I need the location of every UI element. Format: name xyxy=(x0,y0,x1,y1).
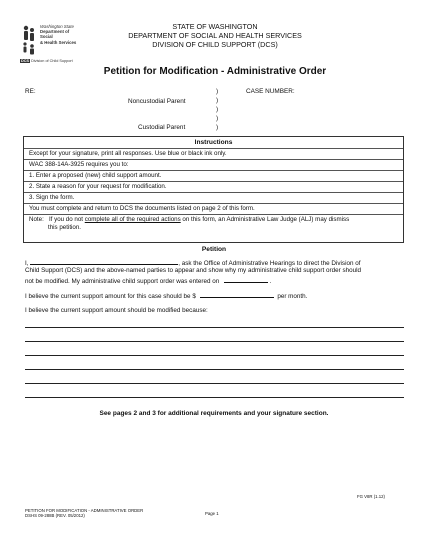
instructions-line: Except for your signature, print all responses. Use blue or black ink only. xyxy=(29,150,227,157)
instructions-item: 3. Sign the form. xyxy=(29,194,75,201)
logo-line-1: Washington State xyxy=(40,24,74,29)
header-state: STATE OF WASHINGTON xyxy=(172,22,258,31)
footer-form-number: DSHS 09-288B (REV. 05/2012) xyxy=(25,513,85,519)
instructions-line: WAC 388-14A-3925 requires you to: xyxy=(29,161,129,168)
reason-line[interactable] xyxy=(25,341,404,342)
header-department: DEPARTMENT OF SOCIAL AND HEALTH SERVICES xyxy=(128,31,302,40)
footer-form-name: PETITION FOR MODIFICATION - ADMINISTRATIVE ORDER xyxy=(25,508,144,513)
petition-title: Petition xyxy=(201,246,227,253)
logo-text xyxy=(40,24,80,45)
reason-line[interactable] xyxy=(25,327,404,328)
reason-label: I believe the current support amount should be modified because: xyxy=(25,307,208,314)
order-entered-end: . xyxy=(269,278,272,285)
header-division: DIVISION OF CHILD SUPPORT (DCS) xyxy=(152,40,278,49)
reason-line[interactable] xyxy=(25,369,404,370)
dcs-division-label: Division of Child Support xyxy=(31,59,73,63)
re-label: RE: xyxy=(25,88,36,95)
footer-code: FG V8R (1.12) xyxy=(357,494,385,499)
note-underlined: complete all of the required actions xyxy=(84,216,181,223)
petition-line-1-end: , ask the Office of Administrative Hearings to direct the Division of xyxy=(178,260,361,267)
amount-text: I believe the current support amount for this case should be $ xyxy=(25,293,196,300)
amount-end: per month. xyxy=(277,293,308,300)
reason-line[interactable] xyxy=(25,397,404,398)
petition-line-2: Child Support (DCS) and the above-named parties to appear and show why my administrative child support order should xyxy=(25,267,362,274)
page-title: Petition for Modification - Administrative Order xyxy=(103,66,327,77)
custodial-parent-label: Custodial Parent xyxy=(138,124,186,131)
instructions-box xyxy=(23,136,404,243)
petition-line-3 xyxy=(25,276,272,286)
logo-line-3: & Health Services xyxy=(40,39,77,45)
reason-line[interactable] xyxy=(25,355,404,356)
instructions-item: 2. State a reason for your request for modification. xyxy=(29,183,167,190)
see-pages-note: See pages 2 and 3 for additional requirements and your signature section. xyxy=(99,410,329,417)
logo-line-2: Department of Social xyxy=(40,29,70,40)
footer-page-number: Page 1 xyxy=(205,511,219,516)
instructions-title: Instructions xyxy=(194,139,233,146)
note-suffix: on this form, an Administrative Law Judge (ALJ) may dismiss xyxy=(180,216,350,223)
dcs-logo-line xyxy=(20,59,80,63)
order-entered-text: not be modified. My administrative child support order was entered on xyxy=(25,278,220,285)
caption-paren: ) xyxy=(216,97,219,104)
case-number-label: CASE NUMBER: xyxy=(246,88,295,95)
caption-paren: ) xyxy=(216,88,219,95)
caption-paren: ) xyxy=(216,124,219,131)
instructions-item: 1. Enter a proposed (new) child support amount. xyxy=(29,172,162,179)
reason-line[interactable] xyxy=(25,383,404,384)
instructions-note-cont: this petition. xyxy=(48,224,82,231)
noncustodial-parent-label: Noncustodial Parent xyxy=(128,98,186,105)
amount-line xyxy=(25,291,307,301)
footer-form-info xyxy=(25,508,143,518)
caption-paren: ) xyxy=(216,115,219,122)
support-amount-field[interactable] xyxy=(200,291,274,298)
petition-start: I, xyxy=(25,260,31,267)
note-prefix: Note: If you do not xyxy=(29,216,85,223)
caption-paren: ) xyxy=(216,106,219,113)
dcs-badge: DCS xyxy=(21,59,30,63)
order-date-field[interactable] xyxy=(224,276,268,283)
petitioner-name-field[interactable] xyxy=(30,258,178,265)
instructions-note xyxy=(29,216,349,224)
instructions-line: You must complete and return to DCS the documents listed on page 2 of this form. xyxy=(29,205,255,212)
